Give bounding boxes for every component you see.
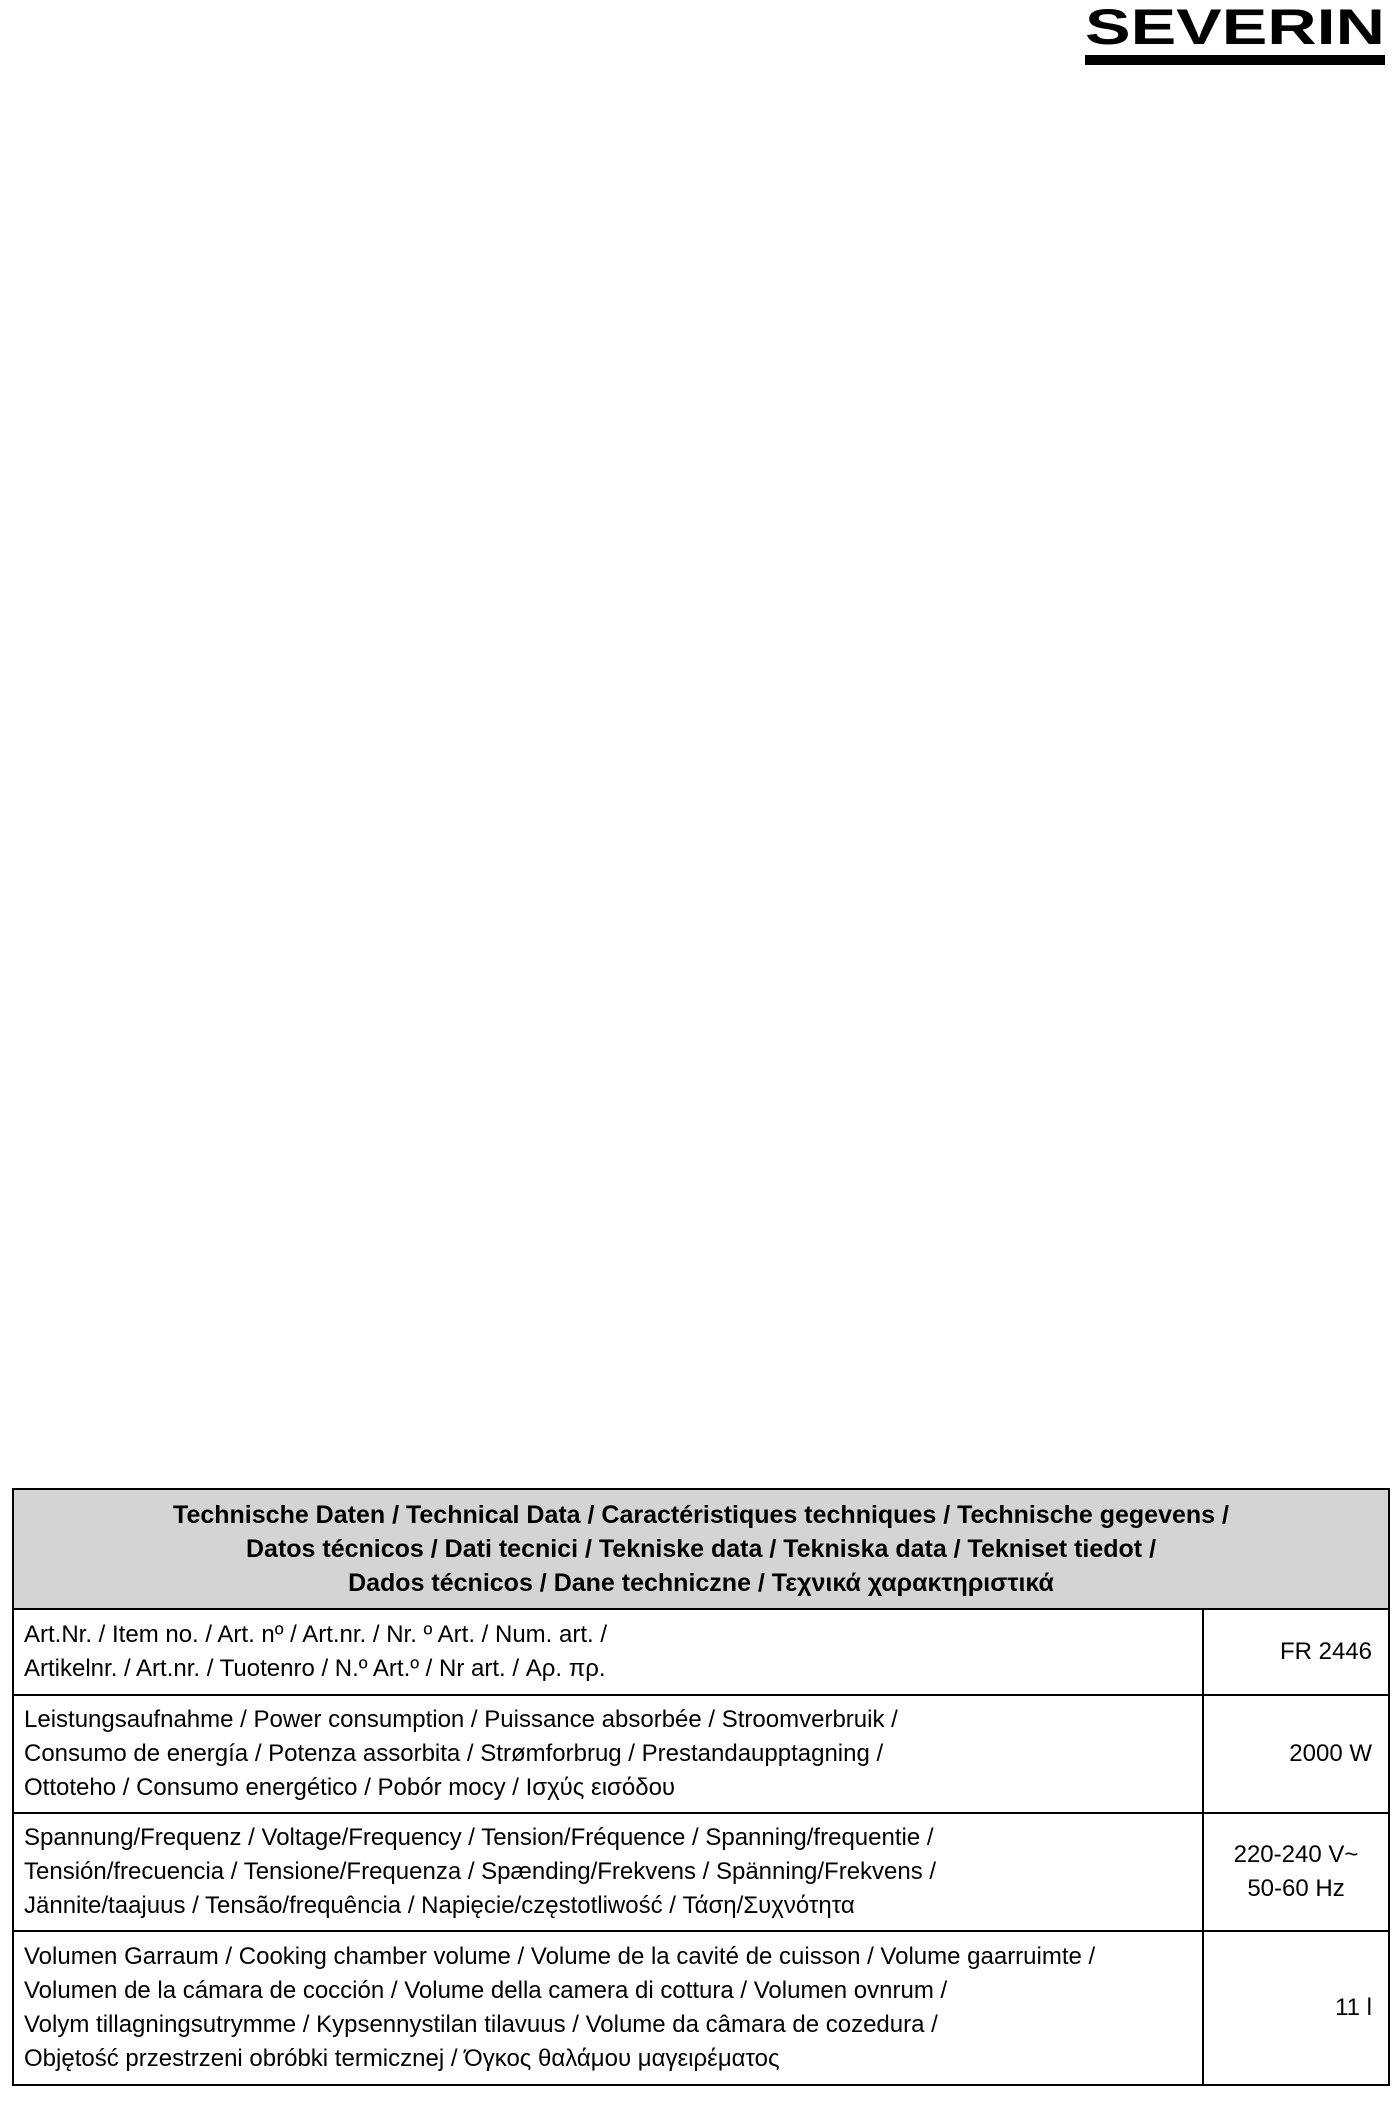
table-header-row <box>13 1489 1389 1609</box>
power-consumption-label <box>13 1695 1203 1813</box>
value-line: 50-60 Hz <box>1247 1875 1345 1902</box>
item-number-label <box>13 1609 1203 1695</box>
technical-data-table <box>12 1488 1390 2086</box>
label-line: Tensión/frecuencia / Tensione/Frequenza / Spænding/Frekvens / Spänning/Frekvens / <box>24 1858 937 1885</box>
voltage-frequency-value <box>1203 1813 1389 1931</box>
logo-text: SEVERIN <box>1085 0 1385 55</box>
table-row-voltage-frequency <box>13 1813 1389 1931</box>
label-line: Volumen de la cámara de cocción / Volume della camera di cottura / Volumen ovnrum / <box>24 1977 948 2004</box>
table-row-power-consumption <box>13 1695 1389 1813</box>
header-line: Technische Daten / Technical Data / Caractéristiques techniques / Technische gegevens / <box>173 1501 1229 1529</box>
label-line: Ottoteho / Consumo energético / Pobór mocy / Ισχύς εισόδου <box>24 1774 676 1801</box>
cooking-chamber-volume-value <box>1203 1931 1389 2085</box>
value-line: 220-240 V~ <box>1233 1841 1359 1868</box>
label-line: Objętość przestrzeni obróbki termicznej / Όγκος θαλάμου μαγειρέματος <box>24 2045 780 2072</box>
label-line: Volumen Garraum / Cooking chamber volume / Volume de la cavité de cuisson / Volume gaarruimte / <box>24 1943 1096 1970</box>
voltage-frequency-label <box>13 1813 1203 1931</box>
value-line: 2000 W <box>1289 1740 1373 1767</box>
severin-logo <box>1080 0 1390 72</box>
item-number-value <box>1203 1609 1389 1695</box>
power-consumption-value <box>1203 1695 1389 1813</box>
label-line: Spannung/Frequenz / Voltage/Frequency / Tension/Fréquence / Spanning/frequentie / <box>24 1824 934 1851</box>
value-line: FR 2446 <box>1279 1638 1373 1665</box>
label-line: Art.Nr. / Item no. / Art. nº / Art.nr. / Nr. º Art. / Num. art. / <box>24 1621 608 1648</box>
cooking-chamber-volume-label <box>13 1931 1203 2085</box>
label-line: Consumo de energía / Potenza assorbita / Strømforbrug / Prestandaupptagning / <box>24 1740 884 1767</box>
table-row-item-number <box>13 1609 1389 1695</box>
label-line: Volym tillagningsutrymme / Kypsennystilan tilavuus / Volume da câmara de cozedura / <box>24 2011 938 2038</box>
label-line: Jännite/taajuus / Tensão/frequência / Napięcie/częstotliwość / Τάση/Συχνότητα <box>24 1892 855 1919</box>
header-line: Datos técnicos / Dati tecnici / Tekniske data / Tekniska data / Tekniset tiedot / <box>246 1535 1157 1563</box>
table-header-cell <box>13 1489 1389 1609</box>
table-row-cooking-chamber-volume <box>13 1931 1389 2085</box>
header-line: Dados técnicos / Dane techniczne / Τεχνικά χαρακτηριστικά <box>348 1569 1054 1597</box>
label-line: Leistungsaufnahme / Power consumption / Puissance absorbée / Stroomverbruik / <box>24 1706 898 1733</box>
value-line: 11 l <box>1335 1994 1373 2021</box>
logo-underline <box>1085 55 1385 65</box>
label-line: Artikelnr. / Art.nr. / Tuotenro / N.º Art.º / Nr art. / Αρ. πρ. <box>24 1655 606 1682</box>
